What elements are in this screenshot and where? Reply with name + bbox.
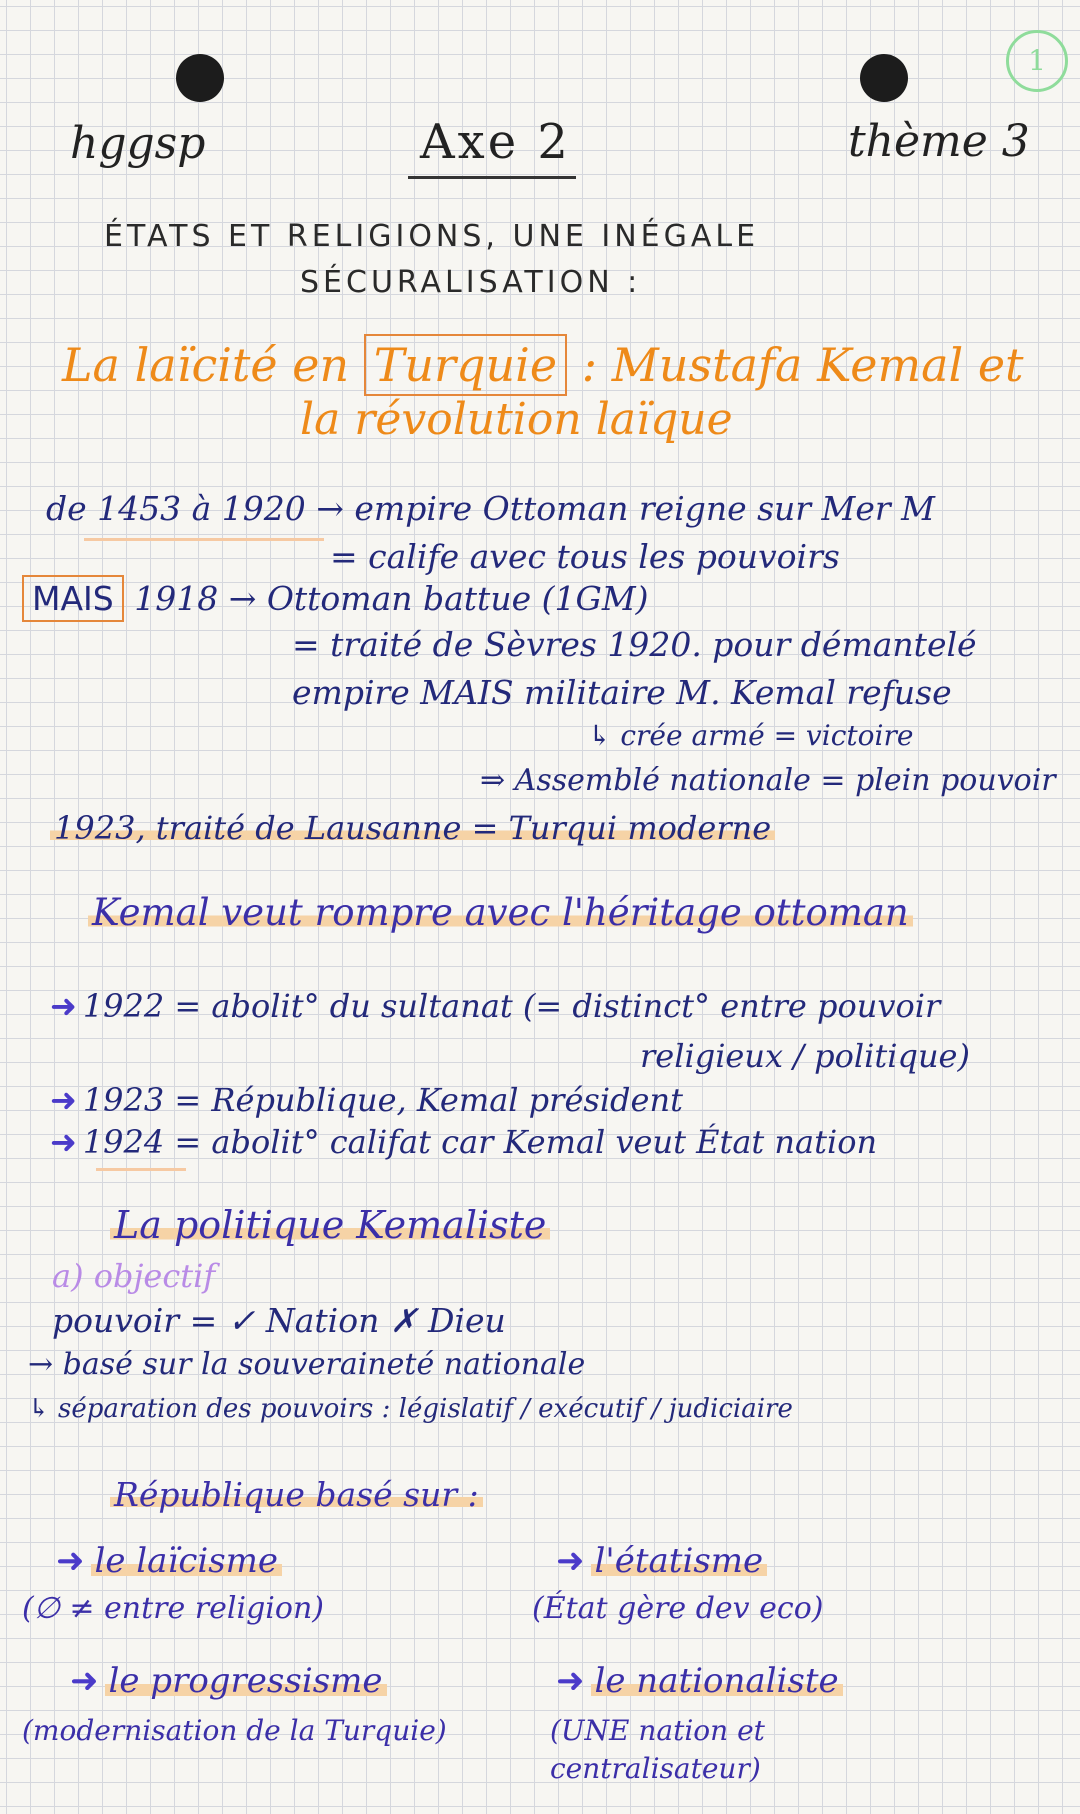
pillar-nationaliste-note: (UNE nation et centralisateur) bbox=[550, 1714, 765, 1785]
pillar-progressisme-note: (modernisation de la Turquie) bbox=[22, 1714, 447, 1747]
arrow-icon: ➜ bbox=[556, 1661, 585, 1701]
history-line-2: = calife avec tous les pouvoirs bbox=[330, 537, 840, 576]
history-line-5: empire MAIS militaire M. Kemal refuse bbox=[292, 673, 952, 712]
objectif-label: a) objectif bbox=[52, 1257, 216, 1295]
history-1918: 1918 → Ottoman battue (1GM) bbox=[134, 579, 649, 618]
title-line-1: ÉTATS ET RELIGIONS, UNE INÉGALE bbox=[104, 219, 760, 254]
arrow-icon: ➜ bbox=[556, 1541, 585, 1581]
pillar-progressisme: ➜ le progressisme bbox=[70, 1664, 387, 1698]
arrow-icon: ➜ bbox=[50, 987, 77, 1025]
mais-box: MAIS bbox=[22, 575, 124, 622]
kemal-heading: Kemal veut rompre avec l'héritage ottoman bbox=[88, 894, 913, 931]
politique-heading: La politique Kemaliste bbox=[110, 1206, 550, 1244]
politique-line-1: pouvoir = ✓ Nation ✗ Dieu bbox=[52, 1301, 506, 1340]
subtitle-boxed-word: Turquie bbox=[364, 334, 567, 396]
politique-line-3: ↳ séparation des pouvoirs : législatif / exécutif / judiciaire bbox=[28, 1394, 793, 1424]
history-line-7: ⇒ Assemblé nationale = plein pouvoir bbox=[480, 763, 1056, 798]
binder-hole-left bbox=[176, 54, 224, 102]
arrow-icon: ➜ bbox=[50, 1081, 77, 1119]
pillar-nationaliste: ➜ le nationaliste bbox=[556, 1664, 843, 1698]
politique-line-2: → basé sur la souveraineté nationale bbox=[28, 1347, 586, 1382]
pillar-laicisme: ➜ le laïcisme bbox=[56, 1544, 282, 1578]
subtitle-line-2: la révolution laïque bbox=[300, 394, 733, 445]
history-line-1: de 1453 à 1920 → empire Ottoman reigne sur Mer M bbox=[46, 489, 935, 528]
pillar-laicisme-note: (∅ ≠ entre religion) bbox=[22, 1591, 324, 1626]
binder-hole-right bbox=[860, 54, 908, 102]
subtitle-suffix: : Mustafa Kemal et bbox=[581, 338, 1024, 392]
header-subject: hggsp bbox=[70, 118, 206, 169]
kemal-item-2: ➜ 1923 = République, Kemal président bbox=[50, 1081, 683, 1119]
header-axis: Axe 2 bbox=[420, 114, 571, 170]
header-theme: thème 3 bbox=[848, 116, 1030, 167]
highlight-years bbox=[96, 1168, 186, 1171]
page-number-circle: 1 bbox=[1006, 30, 1068, 92]
history-line-4: = traité de Sèvres 1920. pour démantelé bbox=[292, 625, 977, 664]
history-line-6: ↳ crée armé = victoire bbox=[588, 719, 914, 752]
kemal-item-3: ➜ 1924 = abolit° califat car Kemal veut État nation bbox=[50, 1123, 878, 1161]
pillar-etatisme-note: (État gère dev eco) bbox=[532, 1591, 824, 1626]
highlight-dates bbox=[84, 538, 324, 541]
republique-heading: République basé sur : bbox=[110, 1478, 483, 1511]
kemal-item-1-cont: religieux / politique) bbox=[640, 1037, 970, 1075]
arrow-icon: ➜ bbox=[56, 1541, 85, 1581]
header-axis-underline bbox=[408, 176, 576, 179]
arrow-icon: ➜ bbox=[70, 1661, 99, 1701]
subtitle-line-1 bbox=[62, 338, 1024, 392]
kemal-item-1: ➜ 1922 = abolit° du sultanat (= distinct° entre pouvoir bbox=[50, 987, 941, 1025]
history-line-3 bbox=[22, 579, 649, 618]
arrow-icon: ➜ bbox=[50, 1123, 77, 1161]
pillar-etatisme: ➜ l'étatisme bbox=[556, 1544, 767, 1578]
title-line-2: SÉCURALISATION : bbox=[300, 265, 642, 300]
subtitle-prefix: La laïcité en bbox=[62, 338, 350, 392]
history-line-8: 1923, traité de Lausanne = Turqui moderne bbox=[50, 812, 775, 844]
